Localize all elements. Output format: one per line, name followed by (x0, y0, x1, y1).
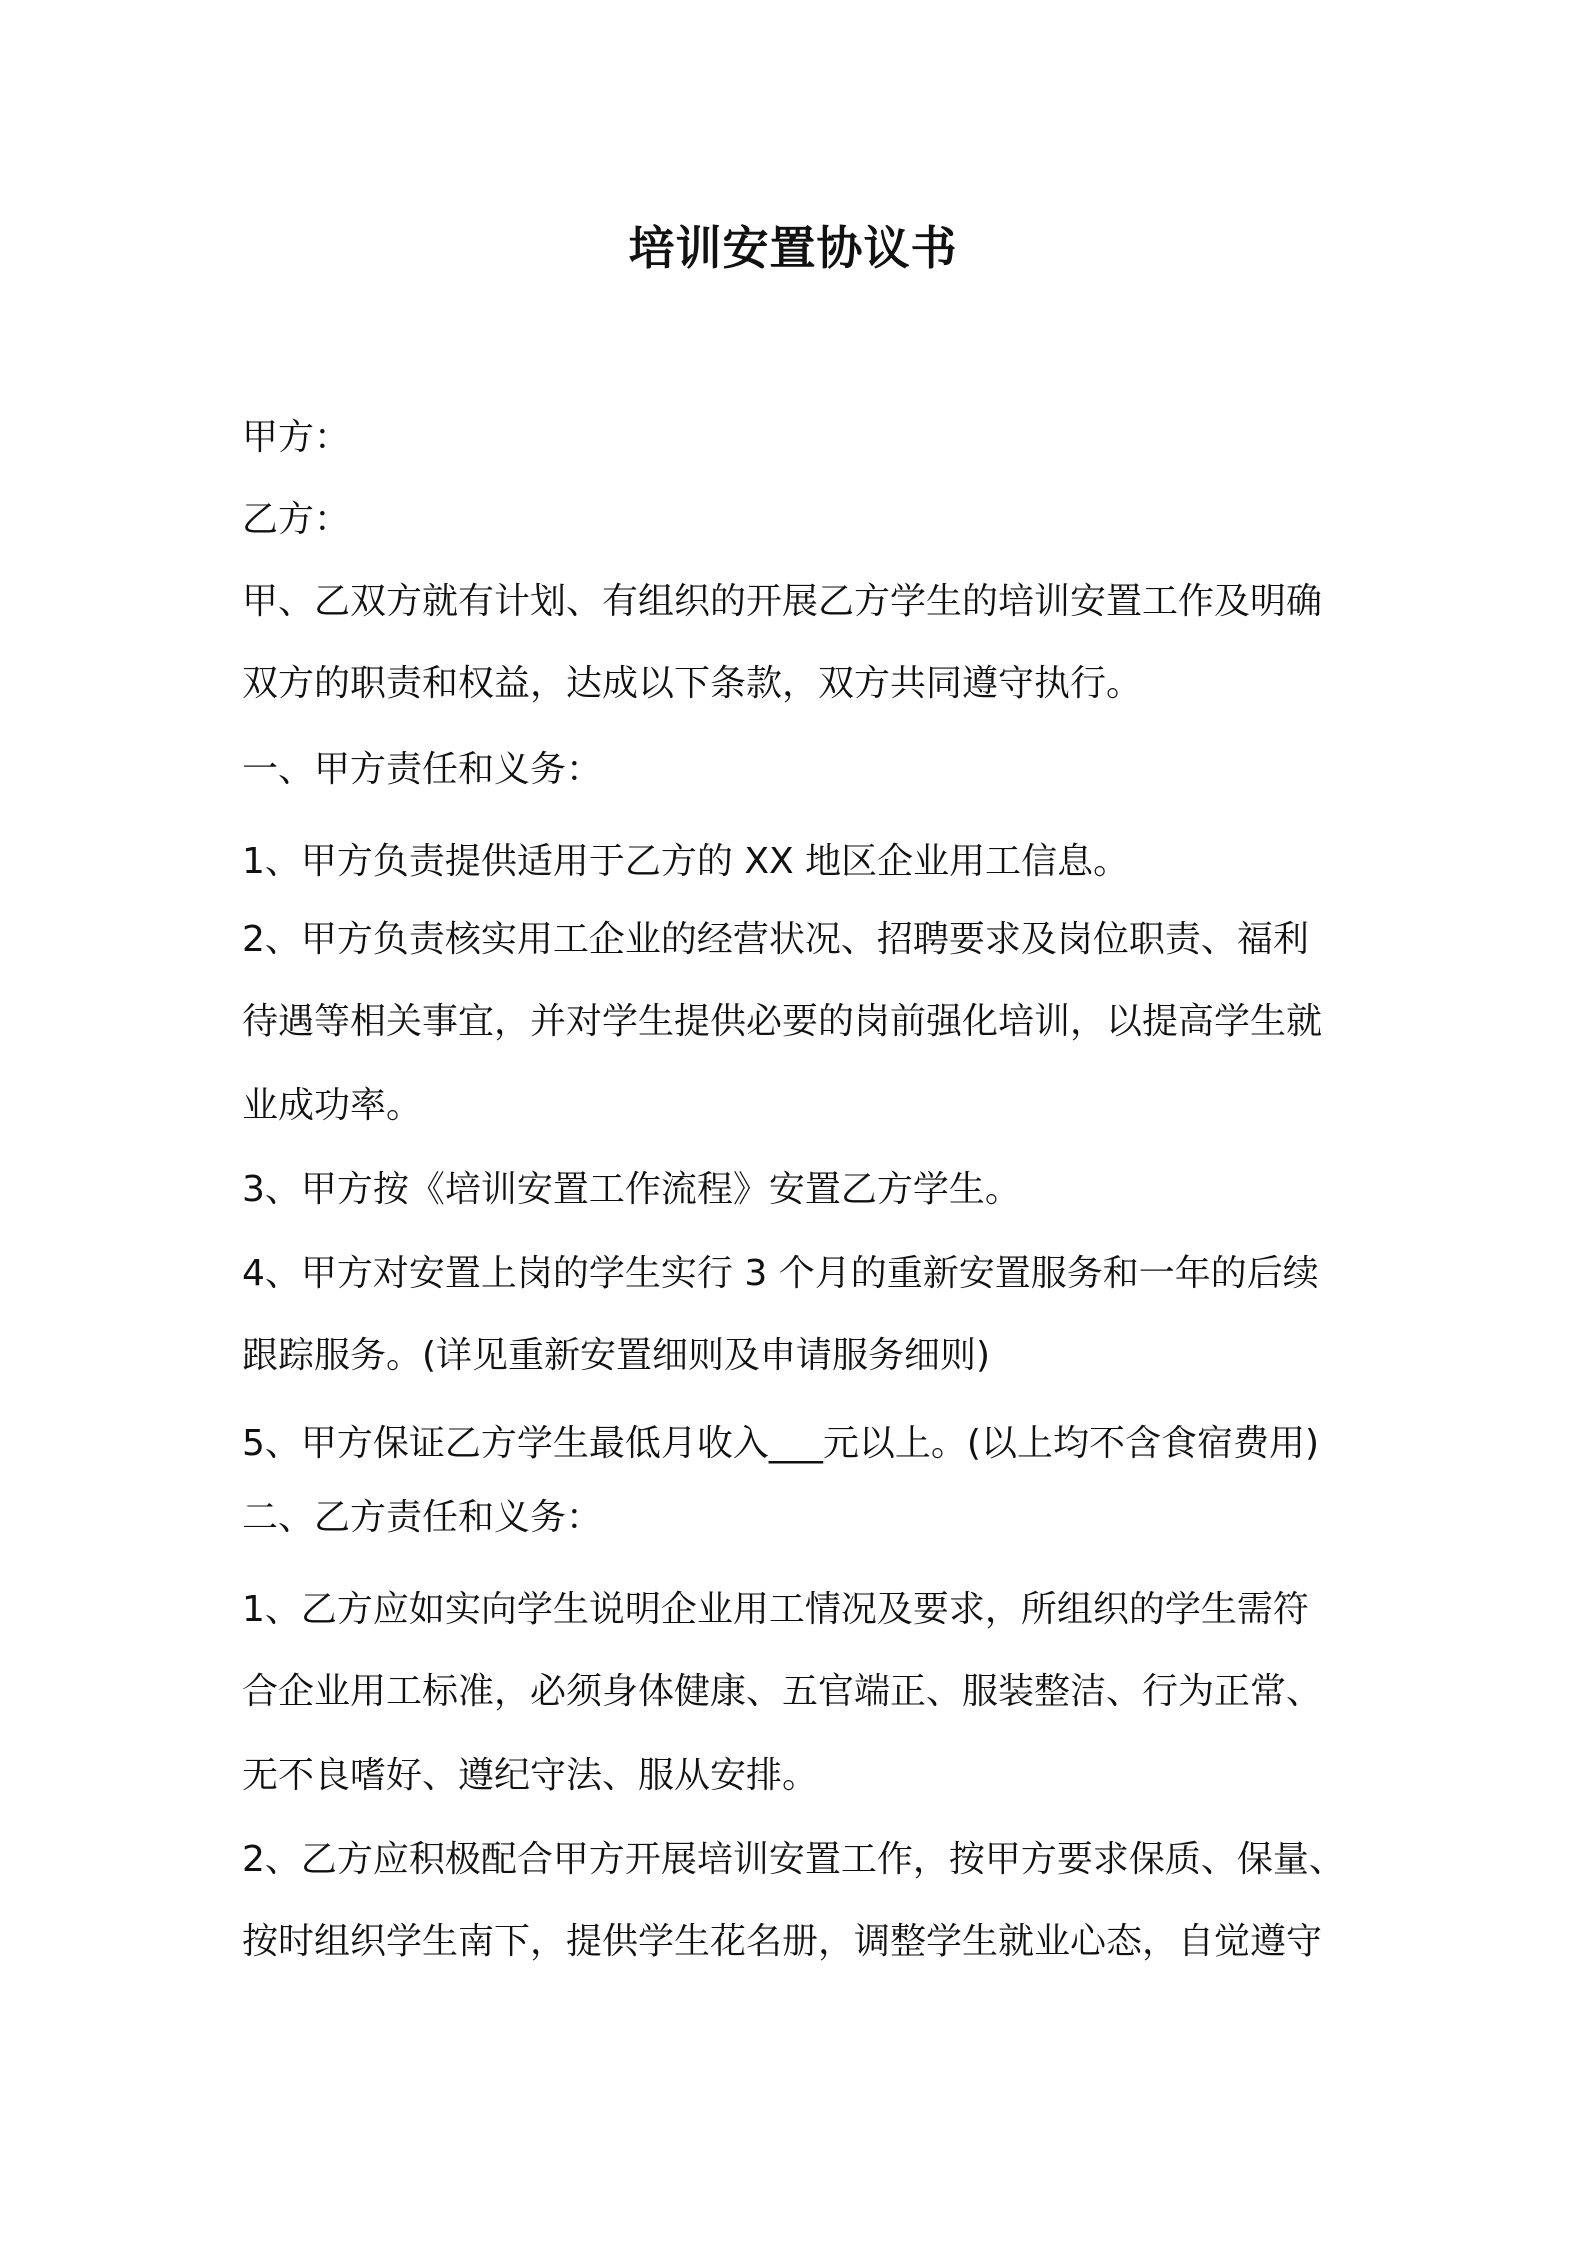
clause-b1-line-2: 合企业用工标准，必须身体健康、五官端正、服装整洁、行为正常、 (242, 1671, 1323, 1712)
preamble-line-1: 甲、乙双方就有计划、有组织的开展乙方学生的培训安置工作及明确 (242, 581, 1323, 622)
clause-b1-line-3: 无不良嗜好、遵纪守法、服从安排。 (242, 1755, 819, 1796)
clause-a2-line-1: 2、甲方负责核实用工企业的经营状况、招聘要求及岗位职责、福利 (242, 919, 1309, 960)
clause-a5-line-1: 5、甲方保证乙方学生最低月收入___元以上。(以上均不含食宿费用) (242, 1423, 1319, 1464)
clause-b2-line-1: 2、乙方应积极配合甲方开展培训安置工作，按甲方要求保质、保量、 (242, 1839, 1345, 1880)
clause-a2-line-3: 业成功率。 (242, 1085, 423, 1126)
party-b-line: 乙方： (242, 499, 351, 540)
clause-a4-line-1: 4、甲方对安置上岗的学生实行 3 个月的重新安置服务和一年的后续 (242, 1253, 1319, 1294)
clause-a4-line-2: 跟踪服务。(详见重新安置细则及申请服务细则) (242, 1335, 991, 1376)
clause-b1-line-1: 1、乙方应如实向学生说明企业用工情况及要求，所组织的学生需符 (242, 1589, 1309, 1630)
section-heading-party-b: 二、乙方责任和义务： (242, 1497, 603, 1538)
clause-a1-line-1: 1、甲方负责提供适用于乙方的 XX 地区企业用工信息。 (242, 841, 1130, 882)
section-heading-party-a: 一、甲方责任和义务： (242, 749, 603, 790)
party-a-line: 甲方： (242, 417, 351, 458)
clause-a3-line-1: 3、甲方按《培训安置工作流程》安置乙方学生。 (242, 1169, 1021, 1210)
clause-a2-line-2: 待遇等相关事宜，并对学生提供必要的岗前强化培训，以提高学生就 (242, 1001, 1323, 1042)
clause-b2-line-2: 按时组织学生南下，提供学生花名册，调整学生就业心态，自觉遵守 (242, 1921, 1323, 1962)
preamble-line-2: 双方的职责和权益，达成以下条款，双方共同遵守执行。 (242, 663, 1143, 704)
document-title: 培训安置协议书 (628, 221, 958, 275)
